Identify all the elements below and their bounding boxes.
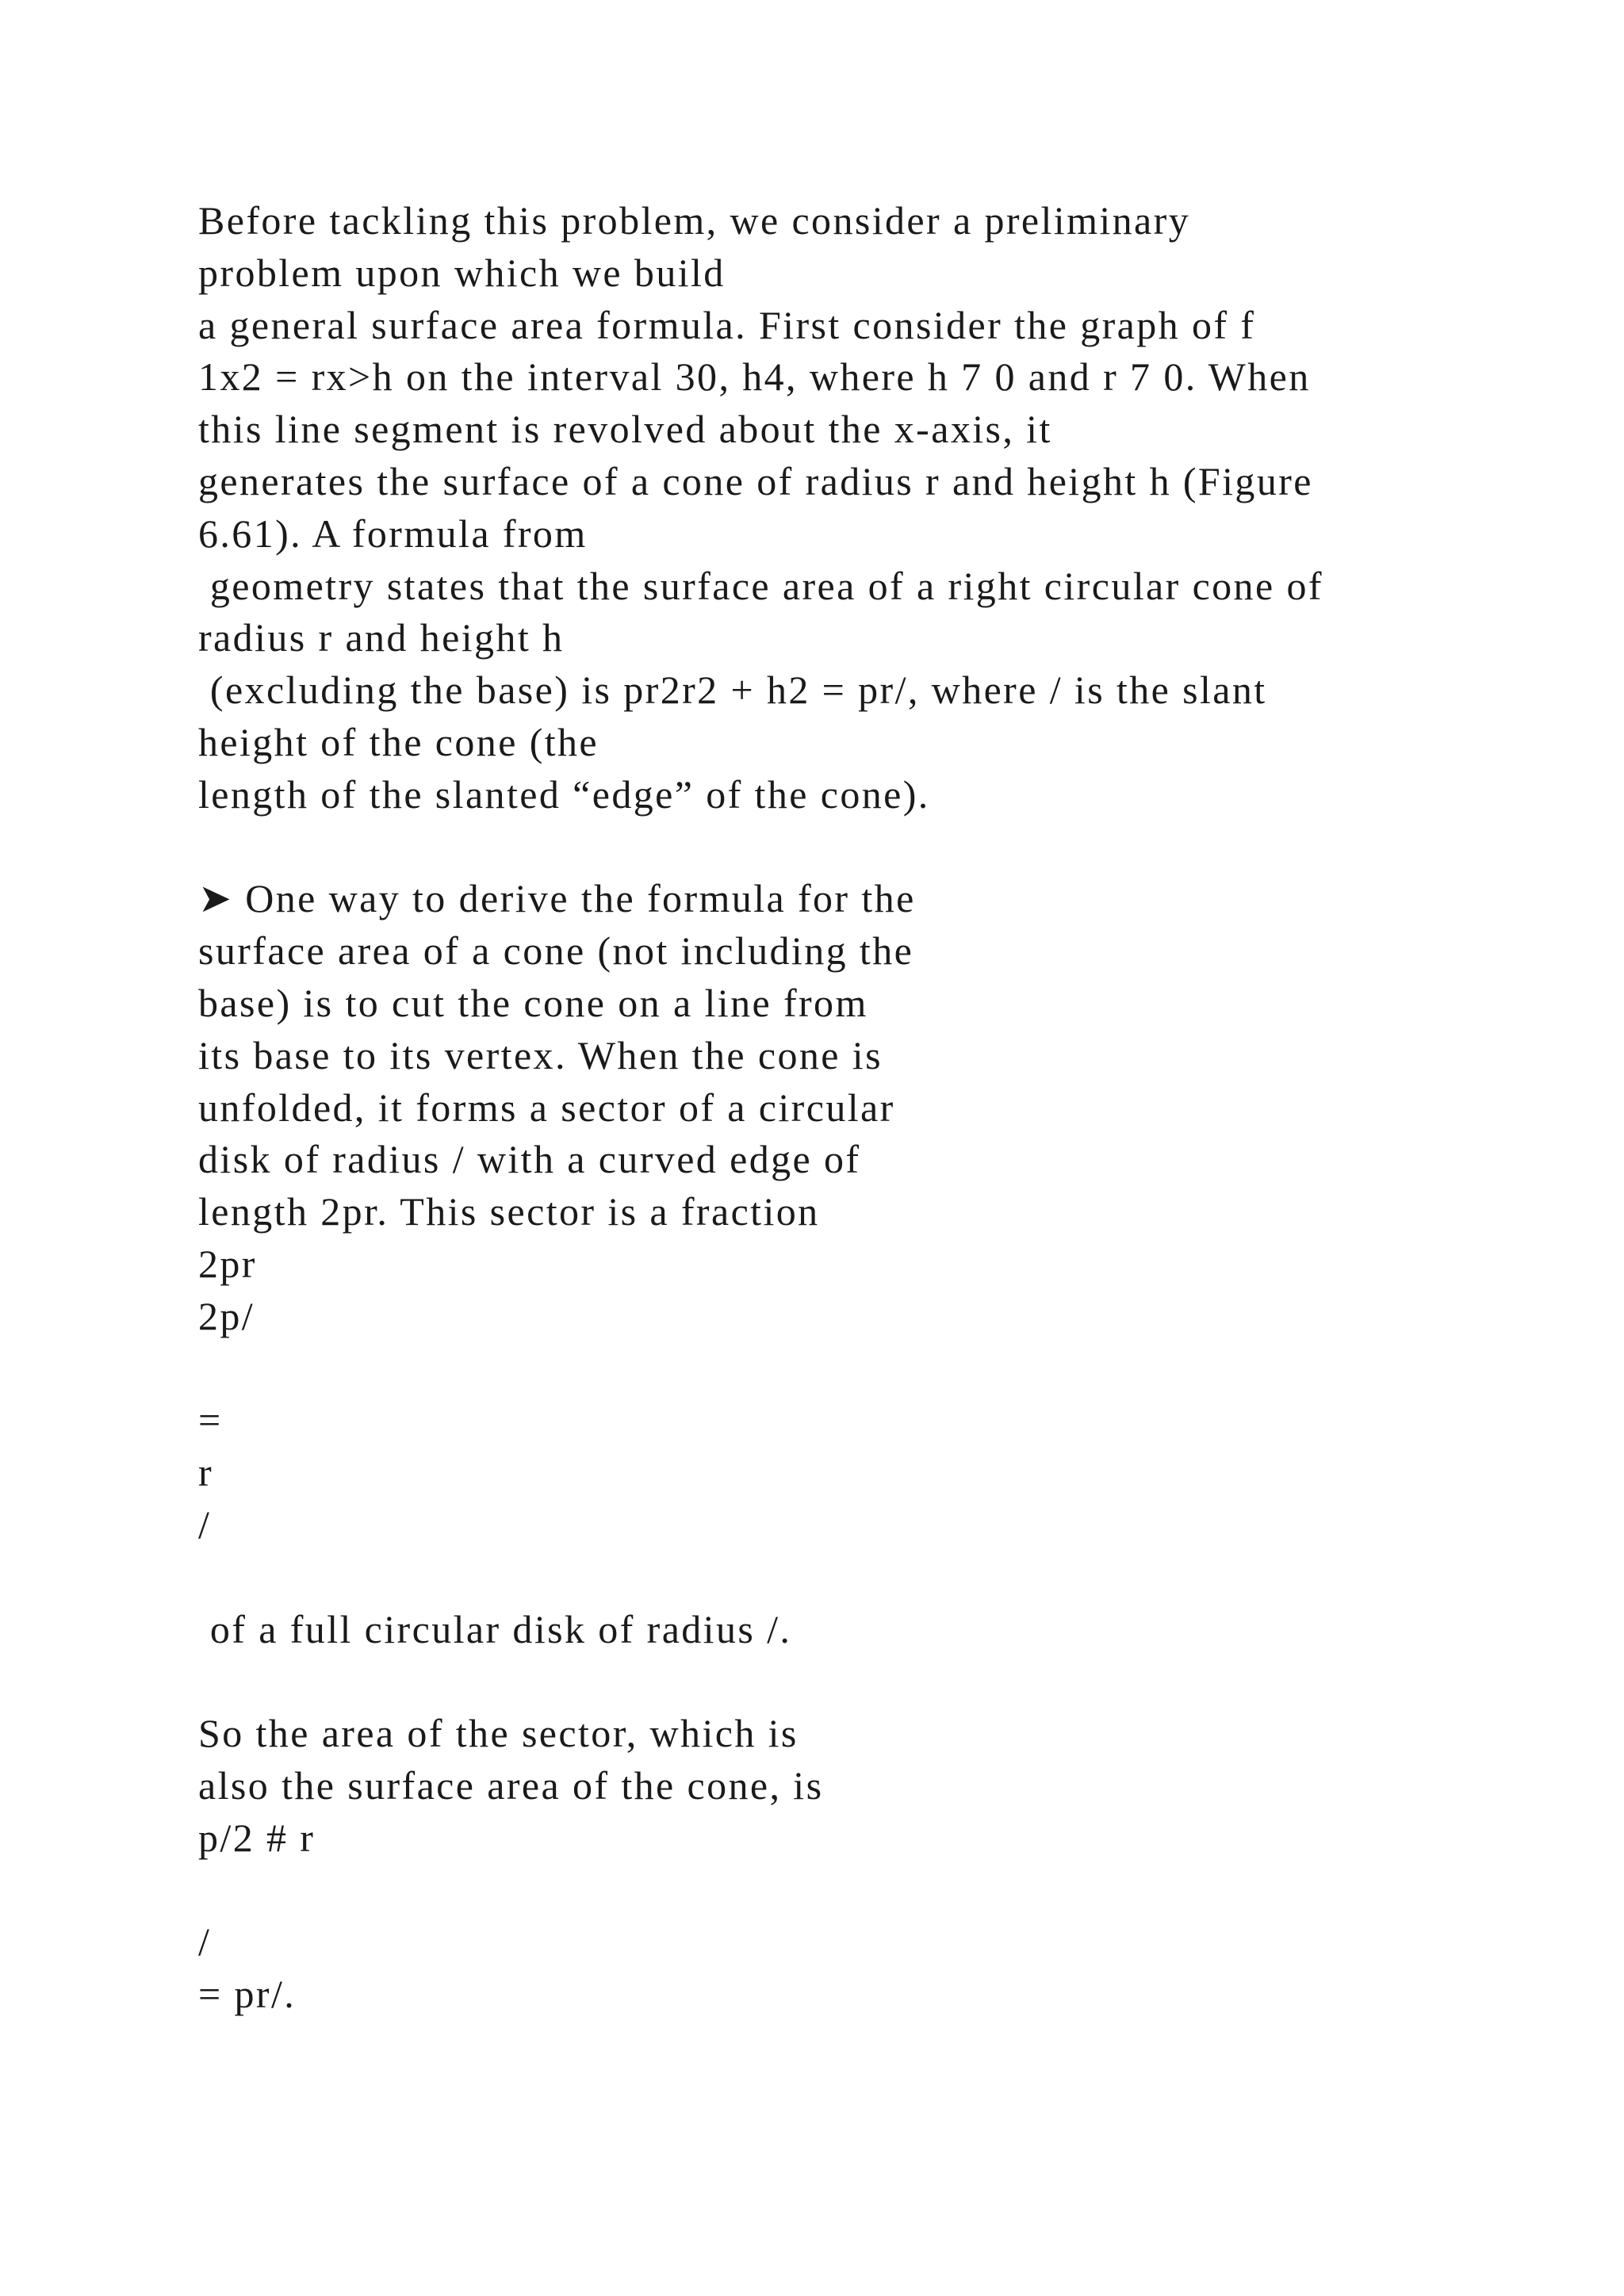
text-line: problem upon which we build	[198, 250, 726, 295]
text-line: length of the slanted “edge” of the cone).	[198, 771, 930, 817]
text-line: a general surface area formula. First consider the graph of f	[198, 302, 1256, 347]
text-line: = pr/.	[198, 1972, 297, 2017]
blank-line	[198, 1655, 1467, 1708]
text-line: base) is to cut the cone on a line from	[198, 980, 868, 1025]
blank-line	[198, 821, 1467, 874]
text-line: 1x2 = rx>h on the interval 30, h4, where h 7 0 and r 7 0. When	[198, 354, 1311, 400]
text-line: Before tackling this problem, we consider a preliminary	[198, 198, 1191, 243]
text-line: radius r and height h	[198, 615, 565, 660]
text-line: unfolded, it forms a sector of a circular	[198, 1085, 895, 1130]
text-line: disk of radius / with a curved edge of	[198, 1137, 861, 1182]
text-line: this line segment is revolved about the x-axis, it	[198, 407, 1052, 452]
text-line: also the surface area of the cone, is	[198, 1762, 824, 1808]
text-line: geometry states that the surface area of a right circular cone of	[198, 563, 1323, 608]
text-line: (excluding the base) is pr2r2 + h2 = pr/, where / is the slant	[198, 668, 1267, 713]
text-line: its base to its vertex. When the cone is	[198, 1032, 883, 1077]
text-line: =	[198, 1398, 223, 1443]
text-line: surface area of a cone (not including the	[198, 928, 914, 974]
document-text	[198, 195, 1467, 2021]
blank-line	[198, 1552, 1467, 1604]
blank-line	[198, 1865, 1467, 1917]
text-line: /	[198, 1502, 212, 1547]
text-line: 6.61). A formula from	[198, 511, 588, 556]
text-line: p/2 # r	[198, 1815, 316, 1860]
text-line: So the area of the sector, which is	[198, 1711, 799, 1756]
text-line: ➤ One way to derive the formula for the	[198, 876, 916, 921]
text-line: height of the cone (the	[198, 719, 599, 764]
text-line: generates the surface of a cone of radius r and height h (Figure	[198, 458, 1313, 503]
text-line: length 2pr. This sector is a fraction	[198, 1189, 820, 1234]
text-line: 2pr	[198, 1241, 257, 1286]
text-line: /	[198, 1919, 212, 1965]
text-line: 2p/	[198, 1293, 255, 1338]
text-line: of a full circular disk of radius /.	[198, 1606, 792, 1651]
blank-line	[198, 1343, 1467, 1395]
text-line: r	[198, 1450, 214, 1495]
